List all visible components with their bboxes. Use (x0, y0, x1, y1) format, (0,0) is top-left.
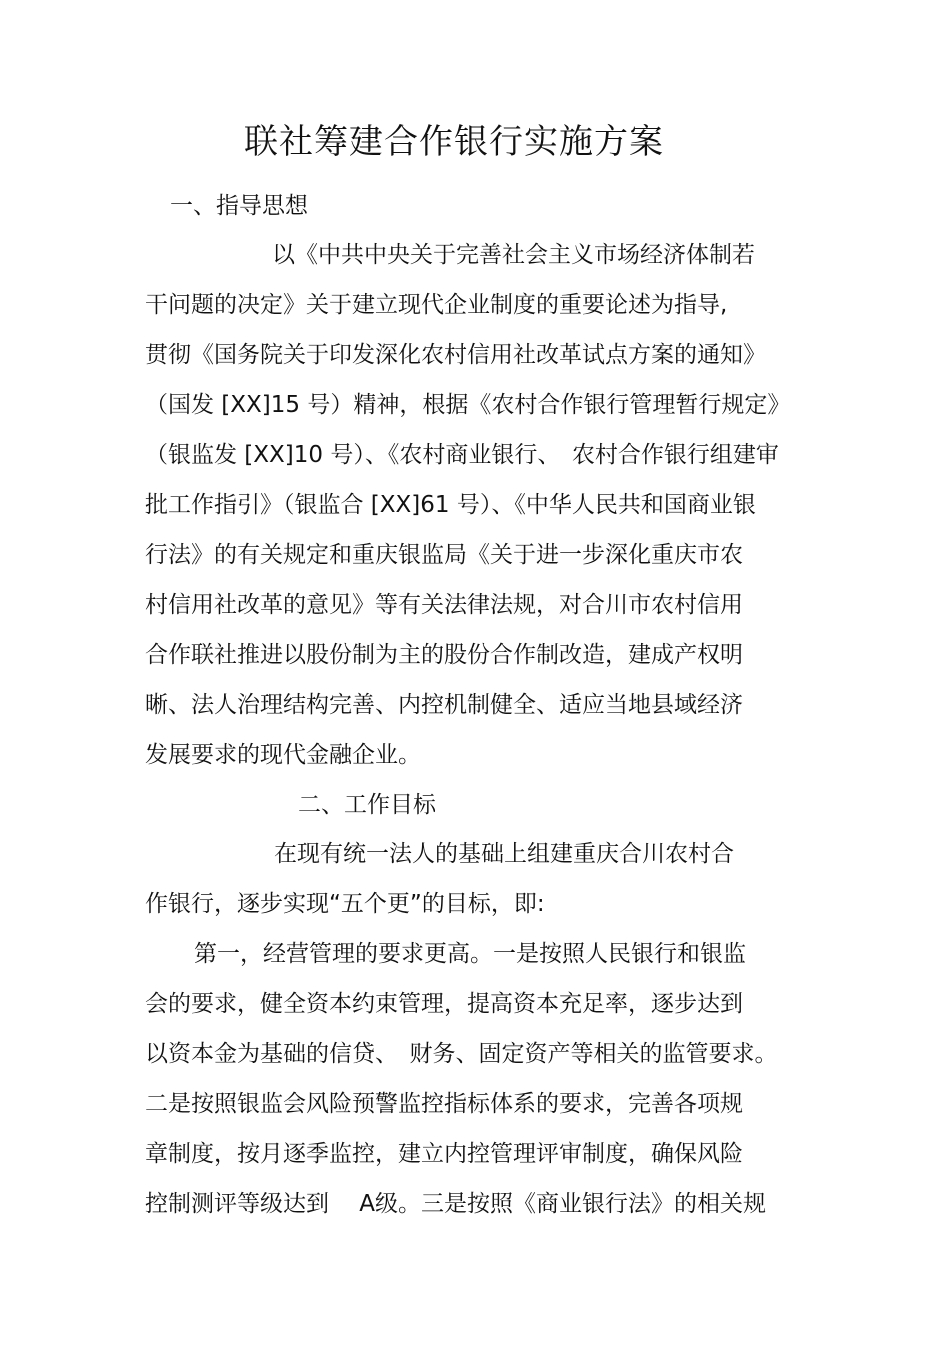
paragraph-line: 批工作指引》（银监合 [XX]61 号）、《中华人民共和国商业银 (145, 492, 756, 518)
paragraph-line: 章制度，按月逐季监控，建立内控管理评审制度，确保风险 (145, 1141, 743, 1167)
paragraph-line: 二是按照银监会风险预警监控指标体系的要求，完善各项规 (145, 1091, 743, 1117)
paragraph-line: 作银行，逐步实现“五个更”的目标，即: (145, 891, 545, 917)
paragraph-line: 贯彻《国务院关于印发深化农村信用社改革试点方案的通知》 (145, 342, 766, 368)
paragraph-line: 发展要求的现代金融企业。 (145, 742, 421, 768)
paragraph-line: 村信用社改革的意见》等有关法律法规，对合川市农村信用 (145, 592, 743, 618)
section-heading-work-goals: 二、工作目标 (298, 792, 436, 818)
paragraph-line: 以《中共中央关于完善社会主义市场经济体制若 (272, 242, 755, 268)
paragraph-line: 控制测评等级达到 A级。三是按照《商业银行法》的相关规 (145, 1191, 767, 1217)
paragraph-line: 行法》的有关规定和重庆银监局《关于进一步深化重庆市农 (145, 542, 743, 568)
paragraph-line: 会的要求，健全资本约束管理，提高资本充足率，逐步达到 (145, 991, 743, 1017)
paragraph-line: 干问题的决定》关于建立现代企业制度的重要论述为指导, (145, 292, 728, 318)
paragraph-line: 以资本金为基础的信贷、 财务、固定资产等相关的监管要求。 (145, 1041, 778, 1067)
paragraph-line: （银监发 [XX]10 号）、《农村商业银行、 农村合作银行组建审 (145, 442, 779, 468)
section-heading-guiding-ideology: 一、指导思想 (170, 193, 308, 219)
paragraph-line: （国发 [XX]15 号）精神，根据《农村合作银行管理暂行规定》 (145, 392, 791, 418)
paragraph-line: 晰、法人治理结构完善、内控机制健全、适应当地县域经济 (145, 692, 743, 718)
paragraph-line: 合作联社推进以股份制为主的股份合作制改造，建成产权明 (145, 642, 743, 668)
paragraph-line: 第一，经营管理的要求更高。一是按照人民银行和银监 (194, 941, 746, 967)
document-title: 联社筹建合作银行实施方案 (244, 122, 664, 162)
paragraph-line: 在现有统一法人的基础上组建重庆合川农村合 (274, 841, 734, 867)
